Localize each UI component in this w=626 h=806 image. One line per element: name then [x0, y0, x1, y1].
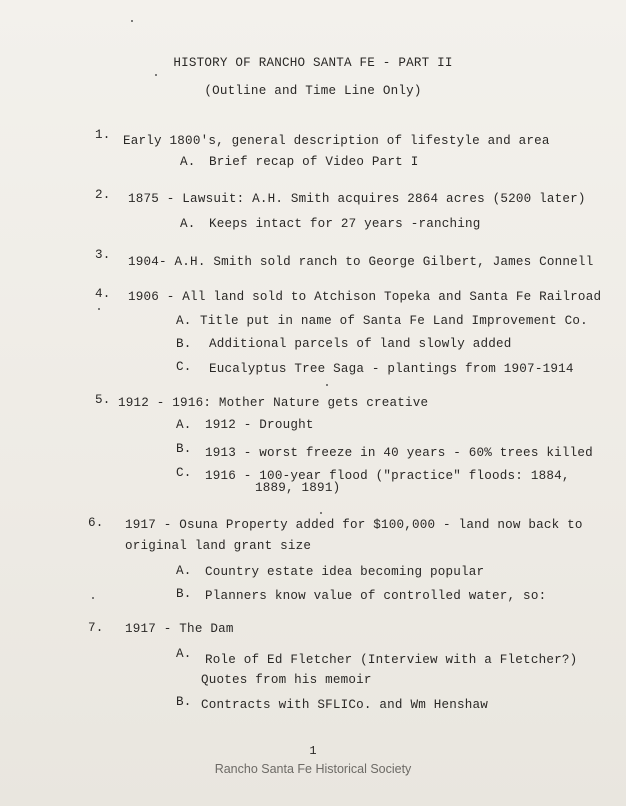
scan-speck: [326, 384, 328, 386]
scan-speck: [98, 308, 100, 310]
scan-speck: [320, 512, 322, 514]
item-4-text: 1906 - All land sold to Atchison Topeka and Santa Fe Railroad: [128, 290, 602, 304]
item-4b-text: Additional parcels of land slowly added: [209, 337, 512, 351]
item-5a-text: 1912 - Drought: [205, 418, 314, 432]
document-title: HISTORY OF RANCHO SANTA FE - PART II: [173, 56, 453, 70]
item-6-text: 1917 - Osuna Property added for $100,000 - land now back to: [125, 518, 583, 532]
item-1-text: Early 1800's, general description of lifestyle and area: [123, 134, 550, 148]
item-7-number: 7.: [88, 621, 104, 635]
item-5c-label: C.: [176, 466, 192, 480]
item-1-number: 1.: [95, 128, 111, 142]
item-4a-label: A.: [176, 314, 192, 328]
item-1a-text: Brief recap of Video Part I: [209, 155, 419, 169]
item-7a-text-continued: Quotes from his memoir: [201, 673, 372, 687]
scan-speck: [155, 74, 157, 76]
item-1a-label: A.: [180, 155, 196, 169]
item-2-text: 1875 - Lawsuit: A.H. Smith acquires 2864 acres (5200 later): [128, 192, 586, 206]
item-5c-text-continued: 1889, 1891): [255, 481, 341, 495]
item-7a-label: A.: [176, 647, 192, 661]
item-4c-text: Eucalyptus Tree Saga - plantings from 1907-1914: [209, 362, 574, 376]
item-4a-text: Title put in name of Santa Fe Land Improvement Co.: [200, 314, 588, 328]
item-6-number: 6.: [88, 516, 104, 530]
document-subtitle: (Outline and Time Line Only): [204, 84, 422, 98]
item-7b-label: B.: [176, 695, 192, 709]
item-5c-text: 1916 - 100-year flood ("practice" floods: 1884,: [205, 469, 570, 483]
item-2-number: 2.: [95, 188, 111, 202]
item-7b-text: Contracts with SFLICo. and Wm Henshaw: [201, 698, 489, 712]
page-number: 1: [309, 744, 317, 758]
item-5-number: 5.: [95, 393, 111, 407]
item-4b-label: B.: [176, 337, 192, 351]
item-3-text: 1904- A.H. Smith sold ranch to George Gilbert, James Connell: [128, 255, 594, 269]
item-6b-label: B.: [176, 587, 192, 601]
item-5-text: 1912 - 1916: Mother Nature gets creative: [118, 396, 429, 410]
item-5b-text: 1913 - worst freeze in 40 years - 60% trees killed: [205, 446, 593, 460]
scan-speck: [92, 597, 94, 599]
item-7a-text: Role of Ed Fletcher (Interview with a Fletcher?): [205, 653, 578, 667]
item-6b-text: Planners know value of controlled water, so:: [205, 589, 547, 603]
item-4-number: 4.: [95, 287, 111, 301]
item-3-number: 3.: [95, 248, 111, 262]
footer-watermark: Rancho Santa Fe Historical Society: [214, 762, 412, 776]
item-7-text: 1917 - The Dam: [125, 622, 234, 636]
item-2a-label: A.: [180, 217, 196, 231]
item-5b-label: B.: [176, 442, 192, 456]
item-6a-text: Country estate idea becoming popular: [205, 565, 485, 579]
scan-speck: [131, 20, 133, 22]
item-4c-label: C.: [176, 360, 192, 374]
item-6a-label: A.: [176, 564, 192, 578]
item-6-text-continued: original land grant size: [125, 539, 312, 553]
item-5a-label: A.: [176, 418, 192, 432]
item-2a-text: Keeps intact for 27 years -ranching: [209, 217, 481, 231]
